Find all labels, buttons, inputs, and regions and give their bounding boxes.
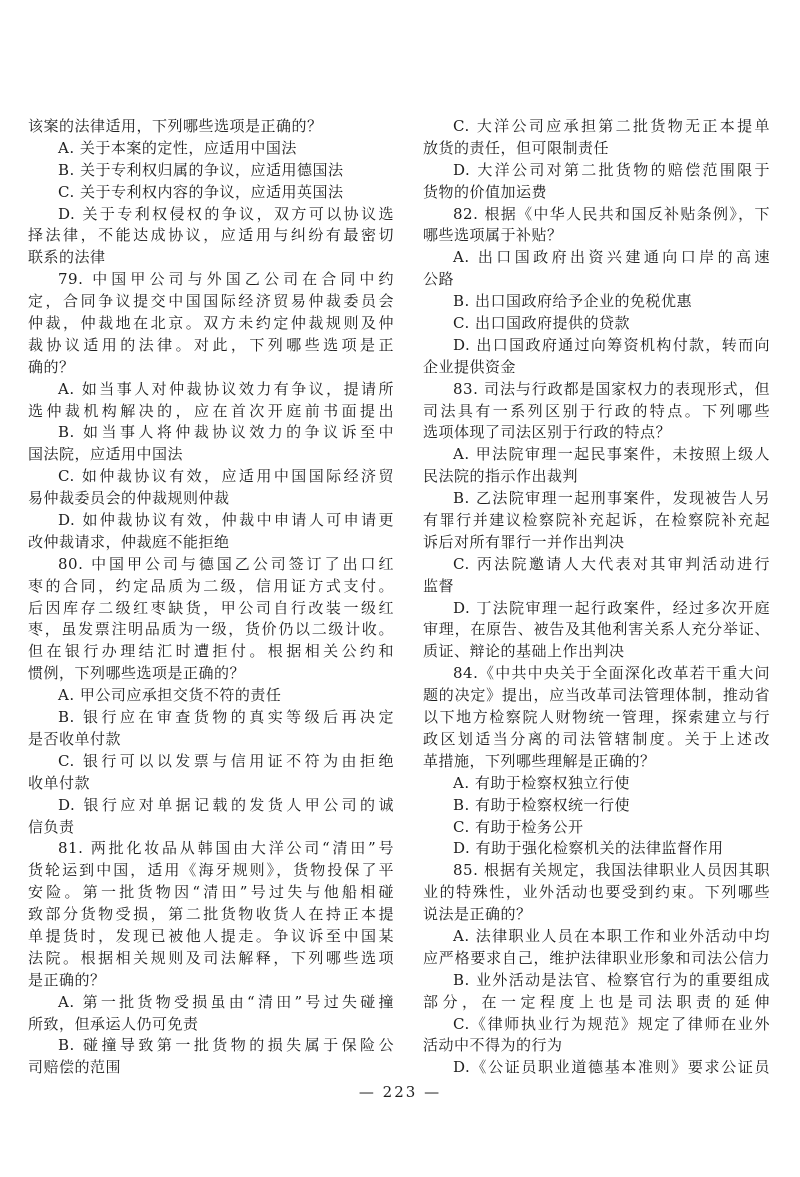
text-line: B. 业外活动是法官、检察官行为的重要组成 bbox=[453, 970, 770, 989]
text-line: 选项体现了司法区别于行政的特点？ bbox=[423, 423, 672, 442]
question-85-stem bbox=[423, 860, 770, 926]
question-82-option-c bbox=[423, 313, 770, 335]
text-line: D. 关于专利权侵权的争议，双方可以协议选 bbox=[58, 204, 394, 223]
text-line: 易仲裁委员会的仲裁规则仲裁 bbox=[28, 489, 230, 508]
text-line: 定，合同争议提交中国国际经济贸易仲裁委员会 bbox=[28, 292, 394, 311]
text-line: 择法律，不能达成协议，应适用与纠纷有最密切 bbox=[28, 226, 394, 245]
question-81-option-b bbox=[28, 1035, 394, 1079]
text-line: 84.《中共中央关于全面深化改革若干重大问 bbox=[453, 664, 770, 683]
text-line: 业的特殊性，业外活动也要受到约束。下列哪些 bbox=[423, 883, 770, 902]
question-85-option-b bbox=[423, 970, 770, 1014]
question-80-stem bbox=[28, 554, 394, 685]
text-line: B. 碰撞导致第一批货物的损失属于保险公 bbox=[58, 1036, 394, 1055]
text-line: 是正确的？ bbox=[28, 970, 106, 989]
text-line: B. 有助于检察权统一行使 bbox=[453, 795, 631, 814]
text-line: A. 关于本案的定性，应适用中国法 bbox=[58, 138, 297, 157]
text-line: D. 出口国政府通过向筹资机构付款，转而向 bbox=[453, 335, 770, 354]
text-line: 诉后对所有罪行一并作出判决 bbox=[423, 532, 625, 551]
text-line: 但在银行办理结汇时遭拒付。根据相关公约和 bbox=[28, 642, 394, 661]
question-81-option-c bbox=[423, 116, 770, 160]
text-line: 企业提供资金 bbox=[423, 357, 517, 376]
right-column bbox=[423, 116, 770, 1079]
text-line: 80. 中国甲公司与德国乙公司签订了出口红 bbox=[58, 554, 394, 573]
text-line: A. 有助于检察权独立行使 bbox=[453, 773, 630, 792]
text-line: D. 银行应对单据记载的发货人甲公司的诚 bbox=[58, 795, 394, 814]
text-line: 货物的价值加运费 bbox=[423, 182, 548, 201]
text-line: A. 第一批货物受损虽由“清田”号过失碰撞 bbox=[58, 992, 394, 1011]
text-line: C. 大洋公司应承担第二批货物无正本提单 bbox=[453, 117, 770, 135]
text-line: 惯例，下列哪些选项是正确的？ bbox=[28, 664, 246, 683]
text-line: 法院。根据相关规则及司法解释，下列哪些选项 bbox=[28, 948, 394, 967]
text-line: 79. 中国甲公司与外国乙公司在合同中约 bbox=[58, 270, 394, 289]
question-80-option-c bbox=[28, 751, 394, 795]
text-line: 民法院的指示作出裁判 bbox=[423, 467, 579, 486]
question-78-option-d bbox=[28, 204, 394, 270]
question-82-option-a bbox=[423, 247, 770, 291]
text-line: 该案的法律适用，下列哪些选项是正确的？ bbox=[28, 117, 323, 135]
question-84-option-a bbox=[423, 773, 770, 795]
question-79-option-d bbox=[28, 510, 394, 554]
text-line: D. 丁法院审理一起行政案件，经过多次开庭 bbox=[453, 598, 770, 617]
text-line: C.《律师执业行为规范》规定了律师在业外 bbox=[453, 1014, 770, 1033]
question-83-option-a bbox=[423, 444, 770, 488]
question-84-option-b bbox=[423, 795, 770, 817]
text-line: 联系的法律 bbox=[28, 248, 106, 267]
text-line: 仲裁，仲裁地在北京。双方未约定仲裁规则及仲 bbox=[28, 314, 394, 333]
text-line: A. 法律职业人员在本职工作和业外活动中均 bbox=[453, 926, 770, 945]
text-line: C. 如仲裁协议有效，应适用中国国际经济贸 bbox=[58, 467, 394, 486]
question-84-option-d bbox=[423, 838, 770, 860]
text-line: A. 出口国政府出资兴建通向口岸的高速 bbox=[453, 248, 770, 267]
text-line: 监督 bbox=[423, 576, 455, 595]
text-line: 哪些选项属于补贴？ bbox=[423, 226, 563, 245]
text-line: 裁协议适用的法律。对此，下列哪些选项是正 bbox=[28, 335, 394, 354]
text-line: 部分，在一定程度上也是司法职责的延伸 bbox=[423, 992, 770, 1011]
question-80-option-b bbox=[28, 707, 394, 751]
question-79-stem bbox=[28, 269, 394, 378]
question-83-option-b bbox=[423, 488, 770, 554]
text-line: D.《公证员职业道德基本准则》要求公证员 bbox=[453, 1058, 770, 1077]
question-85-option-d bbox=[423, 1057, 770, 1079]
question-82-option-d bbox=[423, 335, 770, 379]
question-82-option-b bbox=[423, 291, 770, 313]
question-78-stem bbox=[28, 116, 394, 138]
text-line: 枣的合同，约定品质为二级，信用证方式支付。 bbox=[28, 576, 394, 595]
text-line: 说法是正确的？ bbox=[423, 905, 532, 924]
question-80-option-d bbox=[28, 795, 394, 839]
text-line: 信负责 bbox=[28, 817, 75, 836]
question-82-stem bbox=[423, 204, 770, 248]
text-line: 质证、辩论的基础上作出判决 bbox=[423, 642, 625, 661]
text-line: 枣，虽发票注明品质为一级，货价仍以二级计收。 bbox=[28, 620, 394, 639]
text-line: 货轮运到中国，适用《海牙规则》，货物投保了平 bbox=[28, 861, 394, 880]
text-line: B. 出口国政府给予企业的免税优惠 bbox=[453, 292, 693, 311]
text-line: 单提货时，发现已被他人提走。争议诉至中国某 bbox=[28, 926, 394, 945]
text-line: B. 银行应在审查货物的真实等级后再决定 bbox=[58, 708, 394, 727]
text-line: 收单付款 bbox=[28, 773, 91, 792]
text-line: 选仲裁机构解决的，应在首次开庭前书面提出 bbox=[28, 401, 394, 420]
text-line: C. 出口国政府提供的贷款 bbox=[453, 314, 630, 333]
text-line: B. 乙法院审理一起刑事案件，发现被告人另 bbox=[453, 489, 770, 508]
left-column bbox=[28, 116, 394, 1079]
text-line: 82. 根据《中华人民共和国反补贴条例》，下 bbox=[453, 204, 770, 223]
question-83-option-c bbox=[423, 554, 770, 598]
question-79-option-b bbox=[28, 422, 394, 466]
question-78-option-a bbox=[28, 138, 394, 160]
text-line: 所致，但承运人仍可免责 bbox=[28, 1014, 199, 1033]
text-line: D. 有助于强化检察机关的法律监督作用 bbox=[453, 839, 724, 858]
question-79-option-c bbox=[28, 466, 394, 510]
question-83-stem bbox=[423, 379, 770, 445]
text-line: A. 如当事人对仲裁协议效力有争议，提请所 bbox=[58, 379, 394, 398]
question-78-option-c bbox=[28, 182, 394, 204]
text-line: 活动中不得为的行为 bbox=[423, 1036, 563, 1055]
text-line: C. 银行可以以发票与信用证不符为由拒绝 bbox=[58, 751, 394, 770]
text-line: 司赔偿的范围 bbox=[28, 1058, 122, 1077]
text-line: 审理，在原告、被告及其他利害关系人充分举证、 bbox=[423, 620, 770, 639]
text-line: 司法具有一系列区别于行政的特点。下列哪些 bbox=[423, 401, 770, 420]
question-85-option-a bbox=[423, 926, 770, 970]
question-85-option-c bbox=[423, 1014, 770, 1058]
question-79-option-a bbox=[28, 379, 394, 423]
text-line: 应严格要求自己，维护法律职业形象和司法公信力 bbox=[423, 948, 770, 967]
question-81-option-d bbox=[423, 160, 770, 204]
question-84-stem bbox=[423, 663, 770, 772]
text-line: 革措施，下列哪些理解是正确的？ bbox=[423, 751, 656, 770]
text-line: C. 关于专利权内容的争议，应适用英国法 bbox=[58, 182, 344, 201]
text-line: 81. 两批化妆品从韩国由大洋公司“清田”号 bbox=[58, 839, 394, 858]
text-line: A. 甲法院审理一起民事案件，未按照上级人 bbox=[453, 445, 770, 464]
question-80-option-a bbox=[28, 685, 394, 707]
text-line: 83. 司法与行政都是国家权力的表现形式，但 bbox=[453, 379, 770, 398]
question-84-option-c bbox=[423, 817, 770, 839]
text-line: 有罪行并建议检察院补充起诉，在检察院补充起 bbox=[423, 511, 770, 530]
text-line: 公路 bbox=[423, 270, 455, 289]
text-line: B. 关于专利权归属的争议，应适用德国法 bbox=[58, 160, 344, 179]
question-81-stem bbox=[28, 838, 394, 991]
text-line: 改仲裁请求，仲裁庭不能拒绝 bbox=[28, 532, 230, 551]
text-line: 国法院，应适用中国法 bbox=[28, 445, 184, 464]
text-line: 以下地方检察院人财物统一管理，探索建立与行 bbox=[423, 708, 770, 727]
text-line: 85. 根据有关规定，我国法律职业人员因其职 bbox=[453, 861, 770, 880]
text-line: C. 丙法院邀请人大代表对其审判活动进行 bbox=[453, 554, 770, 573]
text-line: 政区划适当分离的司法管辖制度。关于上述改 bbox=[423, 729, 770, 748]
text-line: 是否收单付款 bbox=[28, 729, 122, 748]
text-line: D. 大洋公司对第二批货物的赔偿范围限于 bbox=[453, 160, 770, 179]
text-line: A. 甲公司应承担交货不符的责任 bbox=[58, 686, 282, 705]
text-line: 安险。第一批货物因“清田”号过失与他船相碰 bbox=[28, 883, 394, 902]
question-81-option-a bbox=[28, 992, 394, 1036]
text-line: 放货的责任，但可限制责任 bbox=[423, 138, 610, 157]
text-line: C. 有助于检务公开 bbox=[453, 817, 584, 836]
text-line: 确的？ bbox=[28, 357, 75, 376]
text-line: 致部分货物受损，第二批货物收货人在持正本提 bbox=[28, 905, 394, 924]
text-line: 后因库存二级红枣缺货，甲公司自行改装一级红 bbox=[28, 598, 394, 617]
text-line: D. 如仲裁协议有效，仲裁中申请人可申请更 bbox=[58, 511, 394, 530]
page-number: — 223 — bbox=[358, 1083, 442, 1101]
question-78-option-b bbox=[28, 160, 394, 182]
question-83-option-d bbox=[423, 598, 770, 664]
text-line: 题的决定》提出，应当改革司法管理体制，推动省 bbox=[423, 686, 770, 705]
text-line: B. 如当事人将仲裁协议效力的争议诉至中 bbox=[58, 423, 394, 442]
